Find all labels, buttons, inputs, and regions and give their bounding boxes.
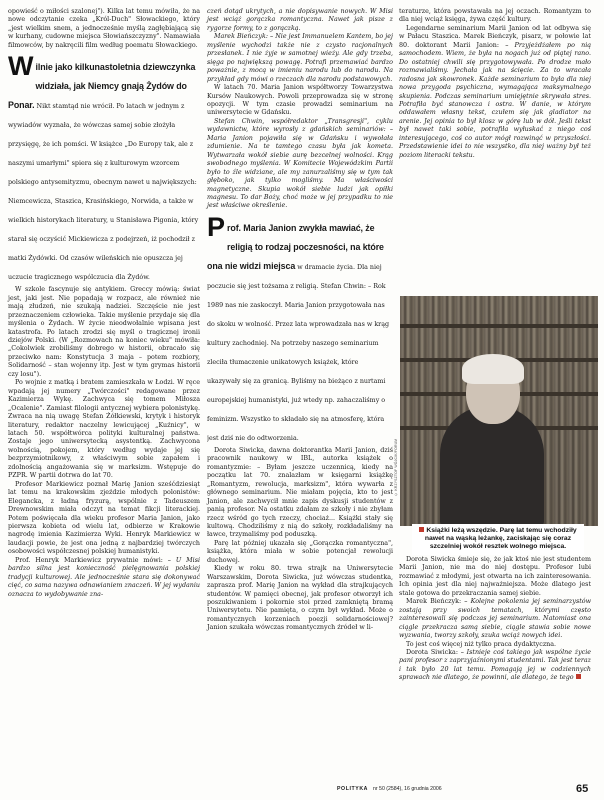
paragraph: opowieść o miłości szalonej"). Kilka lat temu mówiła, że na nowe odczytanie czeka „Król-Duch" Słowackiego, który „jest wielkim snem, a jednocześnie myślą zagłębiającą się w kurhany, cudowne miejsca Słowiańszczyzny". Namawiała filmowców, by nakręcili film według poematu Słowackiego. xyxy=(8,8,200,49)
caption-bullet-icon xyxy=(419,527,424,532)
text-column-3-lower xyxy=(399,556,591,683)
speaker-intro: Marek Bieńczyk: xyxy=(406,598,462,606)
issue-info: nr 50 (2584), 16 grudnia 2006 xyxy=(373,786,442,792)
paragraph: Marek Bieńczyk: – Nie jest Immanuelem Kantem, bo jej myślenie wychodzi także nie z czysto racjonalnych przesłanek. I nie żyje w samotnej wieży. Ale gdy trzeba, sięga po największą powagę. Potrafi przemawiać bardzo poważnie, z mocą w imieniu narodu lub do narodu. Na przykład gdy mówi o rzeczach dla narodu podstawowych. xyxy=(207,33,393,83)
paragraph: Dorota Siwicka śmieje się, że jak ktoś nie jest studentem Marii Janion, nie ma do niej dostępu. Profesor lubi rozmawiać z młodymi, jest otwarta na ich zainteresowania. Ich opinia jest dla niej najważniejsza. Może dlatego jest stale gotowa do przekraczania samej siebie. xyxy=(399,556,591,597)
paragraph: Po wojnie z matką i bratem zamieszkała w Łodzi. W ręce wpadają jej numery „Twórczości" redagowane przez Kazimierza Wykę. Zachwyca się tomem Miłosza „Ocalenie". Zamiast filologii antycznej wybiera polonistykę. Zwraca na nią uwagę Stefan Żółkiewski, krytyk i historyk literatury, redaktor naczelny lewicującej „Kuźnicy", w latach 50. współtwórca polityki kulturalnej państwa. Zostaje jego uniwersytecką asystentką. Zachwycona wolnością, pokojem, który według wydaje jej się bezprzymiotnikowy, z właściwym sobie zapałem i zdolnością angażowania się w marksizm. Wstępuje do PZPR. W partii dotrwa do lat 70. xyxy=(8,379,200,480)
paragraph xyxy=(399,25,591,160)
person-hair xyxy=(462,354,524,384)
paragraph: To jest coś więcej niż tylko praca dydaktyczna. xyxy=(406,640,557,648)
drop-cap: W xyxy=(8,55,34,82)
speaker-intro: Prof. Henryk Markiewicz prywatnie mówi: xyxy=(15,556,163,564)
quote: – Przyjeżdżałem po nią samochodem. Wiem, że była na nogach już od piątej rano. Do ostatniej chwili się przygotowywała. Po drodze mało rozmawialiśmy. Jechała jak na ścięcie. Za to wracała radosna jak skowronek. Każde seminarium to była dla niej nowa przygoda psychiczna, wymagająca maksymalnego skupienia. Podczas seminarium umiejętnie skrywała stres. Potrafiła być stanowcza i ostra. W danie, w którym oddawałem własny tekst, czułem się jak gladiator na arenie. Jej opinia to był klosz w górę lub w dół. Jeśli tekst był nawet taki sobie, potrafiła wyłuskać z niego coś interesującego, coś co autor mógł rozwinąć w przyszłości. Przedstawienie idei to nie wszystko, dla niej ważny był też poziom literacki tekstu. xyxy=(399,41,591,159)
photo-credit: © KRZYSZTOF WÓJCIK/FORUM xyxy=(394,438,398,496)
page-number: 65 xyxy=(576,783,589,795)
paragraph: Kiedy w roku 80. trwa strajk na Uniwersytecie Warszawskim, Dorota Siwicka, już wówczas studentka, zaprasza prof. Marię Janion na wykład dla strajkujących studentów. W pamięci obecnej, jak profesor otworzył ich poszukiwaniem i pokornie stoi przed zamkniętą bramą Uniwersytetu. Nie pamięta, o czym był wykład. Może o romantycznych korzeniach poezji solidarnościowej? Janion szukała wówczas romantycznych źródeł w li- xyxy=(207,565,393,632)
paragraph: W latach 70. Maria Janion współtworzy Towarzystwa Kursów Naukowych. Powoli przeprowadza się w stronę opozycji. W tym czasie prowadzi seminarium na uniwersytecie w Gdańsku. xyxy=(207,84,393,117)
paragraph: Dorota Siwicka, dawna doktorantka Marii Janion, dziś pracownik naukowy w IBL, autorka książek o romantyzmie: – Byłam jeszcze uczennicą, kiedy na początku lat 70. znalazłam w księgarni książkę „Romantyzm, rewolucja, marksizm", która wywarła z głównego seminarium. Nie miałam pojęcia, kto to jest Janion, ale zachwycił mnie zapis dyskusji studentów z panią profesor. Na ostatku zdałam ze szkoły i nie zbyłam rzecz wśród go tych rzeczy, chociaż... Książki stały się kultową. Chodziliśmy z nią do szkoły, rozkładaliśmy na ławce, trzymaliśmy pod poduszką. xyxy=(207,446,393,539)
paragraph: Parę lat później ukazała się „Gorączka romantyczna", książka, która miała w sobie potencjał rewolucji duchowej. xyxy=(207,539,393,564)
drop-cap: P xyxy=(207,215,226,242)
person-figure xyxy=(440,406,544,526)
section-lead xyxy=(207,216,393,444)
portrait-photo xyxy=(400,296,598,526)
quote: – Kolejne pokolenia jej seminarzystów zostają przy swoich tematach, którymi często zainteresowali się podczas jej seminarium. Natomiast ona ciągle przekracza samą siebie, ciągle stawia sobie nowe wyzwania, tworzy szkoły, szuka wciąż nowych idei. xyxy=(399,598,592,640)
paragraph: Stefan Chwin, współredaktor „Transgresji", cyklu wydawnictw, które wyrosły z gdańskich seminariów: – Maria Janion pojawiła się w Gdańsku i wywołała zdumienie. Na te tamtego czasu była jak kometa. Wytwarzała wokół siebie aurę bezcelnej wolności. Krąg swobodnego myślenia. W Komitecie Wojewódzkim Partii było to źle widziane, ale my zanurzaliśmy się w tym tak głęboko, jak tylko mogliśmy. Ma właściwości magnetyczne. Skupia wokół siebie ludzi jak opiłki magnesu. To dar Boży, choć może w jej przypadku to nie jest właściwe określenie. xyxy=(207,117,393,210)
speaker-intro: Dorota Siwicka: xyxy=(406,648,458,656)
quote: – Istnieje coś takiego jak wspólne życie pani profesor z zaprzyjaźnionymi studentami. Tak jest teraz i tak było 20 lat temu. Pomagają jej w codziennych sprawach nie dlatego, że powinni, ale dlatego, że tego xyxy=(399,648,591,682)
text-column-1 xyxy=(8,8,200,599)
paragraph: Profesor Markiewicz poznał Marię Janion sześćdziesiąt lat temu na krakowskim zjeździe młodych polonistów: Elegancka, z ładną fryzurą, wspólnie z Tadeuszem Drewnowskim miała odczyt na temat fikcji literackiej. Potem poświęcała dla wieku profesor Maria Janion, jako pierwsza kobieta od wielu lat, odbierze w Krakowie nagrodę imienia Kazimierza Wyki. Henryk Markiewicz w laudacji powie, że jest ona jedną z najbardziej twórczych osobowości współczesnej polskiej humanistyki. xyxy=(8,480,200,556)
text-column-3 xyxy=(399,8,591,160)
paragraph: czeń dotąd ukrytych, a nie dopisywanie nowych. W Misi jest wciąż gorączka romantyczna. Nawet jak pisze z rygorze formy, to z gorączką. xyxy=(207,8,393,32)
photo-block xyxy=(394,296,600,552)
lead-heading: ilnie jako kilkunastoletnia dziewczynka widziała, jak Niemcy gnają Żydów do Ponar. xyxy=(8,62,196,111)
caption-text: Książki leżą wszędzie. Parę lat temu wchodziły nawet na wąską leżankę, zaciskając się coraz szczelniej wokół resztek wolnego miejsca. xyxy=(424,527,577,551)
lead-body: Nikt stamtąd nie wrócił. Po latach w jednym z wywiadów wyznała, że wówczas samej sobie złożyła przysięgę, że ich pomści. W książce „Do Europy tak, ale z naszymi umarłymi" spiera się z kulturowym wzorcem polskiego antysemityzmu, obecnym nawet u największych: Niemcewicza, Staszica, Krasińskiego, Norwida, a także w wielkich historykach literatury, u Stanisława Pigonia, który starał się oczyścić Mickiewicza z podejrzeń, iż pochodził z matki Żydówki. Od czasów wileńskich nie opuszcza jej uczucie tragicznego wspólczucia dla Żydów. xyxy=(8,103,199,282)
page-footer xyxy=(0,785,604,799)
paragraph xyxy=(8,557,200,599)
paragraph: W szkole fascynuje się antykiem. Greccy mówią: świat jest, jaki jest. Nie popadają w rozpacz, ale również nie mają złudzeń, nie szukają nadziei. Szczęście nie jest przeznaczeniem człowieka. Takie myślenie przydaje się dla myślenia o Żydach. W życie nieodwołalnie wpisana jest katastrofa. Po latach zrodzi się myśl o tragicznej ironii dziejów Polski. (W „Rozmowach na koniec wieku" mówiła: „Cokolwiek zrobiliśmy dobrego w historii, obracało się przeciwko nam: Konstytucja 3 maja – potem rozbiory, Solidarność – stan wojenny itp. Jest w tym grymas historii czy losu"). xyxy=(8,286,200,378)
speaker-intro: Legendarne seminarium Marii Janion od lat odbywa się w Pałacu Staszica. Marek Bieńczyk, pisarz, w połowie lat 80. doktorant Marii Janion: xyxy=(399,24,591,49)
magazine-brand: POLITYKA xyxy=(337,786,369,792)
quote: – U Misi bardzo silna jest konieczność pielęgnowania polskiej tradycji kulturowej. Ale jednocześnie stara się dokonywać cięć, co sama nazywa odnawianiem znaczeń. W jej wydaniu oznacza to wydobywanie zna- xyxy=(8,556,200,598)
section-lead xyxy=(8,55,200,283)
photo-caption xyxy=(412,524,584,555)
paragraph xyxy=(399,649,591,683)
text-column-2 xyxy=(207,8,393,633)
lead-body: w dramacie życia. Dla niej poczucie się jest tożsama z religią. Stefan Chwin: – Rok 1989 nas nie zaskoczył. Maria Janion przygotowała nas do skoku w wolność. Przez lata wprowadzała nas w krąg kultury zachodniej. Na potrzeby naszego seminarium zleciła tłumaczenie unikatowych książek, które ukazywały się za granicą. Byliśmy na bieżąco z nurtami europejskiej humanistyki, już wtedy np. zahaczaliśmy o feminizm. Wszystko to składało się na atmosferę, która jest dziś nie do odtworzenia. xyxy=(207,263,390,442)
continue-arrow-icon xyxy=(576,674,581,679)
paragraph: teraturze, która powstawała na jej oczach. Romantyzm to dla niej wciąż księga, żywa część kultury. xyxy=(399,8,591,24)
paragraph xyxy=(399,598,591,640)
lead-heading: rof. Maria Janion zwykła mawiać, że religią to rodzaj poczesności, na które ona nie widzi miejsca xyxy=(207,222,384,271)
bookshelf xyxy=(400,324,598,328)
